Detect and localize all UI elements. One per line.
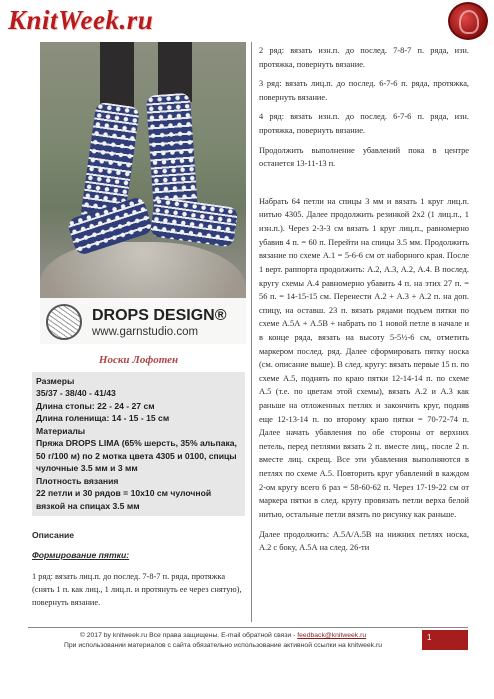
- info-line: 22 петли и 30 рядов = 10x10 см чулочной вязкой на спицах 3.5 мм: [36, 488, 212, 511]
- info-line: Плотность вязания: [36, 475, 119, 486]
- sock-right-foot-image: [150, 196, 239, 247]
- footer-copyright: © 2017 by knitweek.ru Все права защищены. E-mail обратной связи - feedback@knitweek.ru При использовании материалов с сайта обязательно использование активной ссылки на knitweek.ru: [28, 631, 418, 650]
- info-line: Длина голенища: 14 - 15 - 15 см: [36, 413, 170, 424]
- page-number: 1: [422, 630, 468, 650]
- info-line: Материалы: [36, 425, 86, 436]
- heel-row-1: 1 ряд: вязать лиц.п. до послед. 7-8-7 п. ряда, протяжка (снять 1 п. как лиц., 1 лиц.п. и протянуть ее через снятую), повернуть вязание.: [32, 571, 242, 608]
- yarn-ball-icon: [448, 2, 488, 40]
- garnstudio-site[interactable]: www.garnstudio.com: [92, 326, 199, 338]
- page-header: [0, 0, 494, 40]
- pattern-title: Носки Лофотен: [98, 354, 179, 366]
- leg-left-image: [100, 42, 134, 112]
- feedback-email-link[interactable]: feedback@knitweek.ru: [297, 632, 367, 639]
- description-heading: Описание: [32, 529, 75, 540]
- heel-heading: Формирование пятки:: [32, 549, 130, 560]
- info-line: 35/37 - 38/40 - 41/43: [36, 388, 116, 399]
- info-line: Длина стопы: 22 - 24 - 27 см: [36, 400, 155, 411]
- footer-divider: [28, 627, 468, 628]
- right-column: [259, 44, 469, 561]
- garn-ball-icon: [46, 304, 82, 340]
- heel-row-3: 3 ряд: вязать лиц.п. до послед. 6-7-6 п. ряда, протяжка, повернуть вязание.: [259, 79, 469, 102]
- main-instructions: Набрать 64 петли на спицы 3 мм и вязать 1 круг лиц.п. нитью 4305. Далее продолжить резинкой 2x2 (1 лиц.п., 1 изн.п.). Через 2-3-3 см вязать 1 круг лиц.п., равномерно убавив 4 п. = 60 п. Перейти на спицы 3.5 мм. Продолжить вязание по схеме А.1 = 5-6-6 см от наборного края. После 1 верт. раппорта продолжить: А.2, А.3, А.2, А.4. В послед. кругу схемы А.4 равномерно убавить 4 п. на этих 27 п. = 56 п. = 14-15-15 см. Перенести А.2 + А.3 + А.2 п. на доп. спицу, на оставш. 23 п. вязать рядами подъем пятки по схеме А.5А + А.5В + набрать по 1 новой петле в начале и в конце ряда, вязать на высоту 5-5½-6 см, отметить маркером послед. ряд. Далее сформировать пятку носка (см. описание выше). В след. кругу: вязать первые 15 п. по схеме А.5, поднять по краю пятки 12-14-14 п. по схеме А.5 (т.е. по цветам этой схемы), вязать А.2 и А.3 как раньше на отложенных петлях и закончить круг, подняв еще 12-13-14 п. по второму краю пятки = 70-72-74 п. Далее начать убавления по обе стороны от верхних петель, перед петлями вязать 2 п. вместе лиц., после 2 п. вместе лиц. скрещ. Все эти убавления выполняются в петлях по схеме А.5. Повторить круг убавлений в каждом 2-ом кругу всего 6 раз = 58-60-62 п. Через 17-19-22 см от маркера пятки в след. кругу провязать петли верха белой нитью, остальные петли вязать по рисунку как раньше.: [259, 196, 469, 519]
- site-logo[interactable]: KnitWeek.ru: [8, 5, 154, 35]
- heel-row-4: 4 ряд: вязать изн.п. до послед. 6-7-6 п. ряда, изн. протяжка, повернуть вязание.: [259, 112, 469, 136]
- left-column: [32, 354, 245, 609]
- info-line: Пряжа DROPS LIMA (65% шерсть, 35% альпака, 50 г/100 м) по 2 мотка цвета 4305 и 0100, спицы чулочные 3.5 мм и 3 мм: [36, 438, 237, 474]
- drops-brand: DROPS DESIGN®: [92, 307, 227, 324]
- footer-notice: При использовании материалов с сайта обязательно использование активной ссылки на knitweek.ru: [63, 641, 382, 649]
- sock-right-image: [146, 93, 198, 216]
- heel-row-2: 2 ряд: вязать изн.п. до послед. 7-8-7 п. ряда, изн. протяжка, повернуть вязание.: [259, 46, 469, 69]
- info-box: [32, 372, 245, 516]
- heel-continue: Продолжить выполнение убавлений пока в центре останется 13-11-13 п.: [259, 145, 469, 169]
- column-divider: [251, 42, 252, 622]
- drops-logo-box: [40, 298, 246, 344]
- foot-instructions: Далее продолжить: А.5А/А.5В на нижних петлях носка, А.2 с боку, А.5А на след. 26-ти: [259, 529, 469, 553]
- info-line: Размеры: [36, 376, 75, 386]
